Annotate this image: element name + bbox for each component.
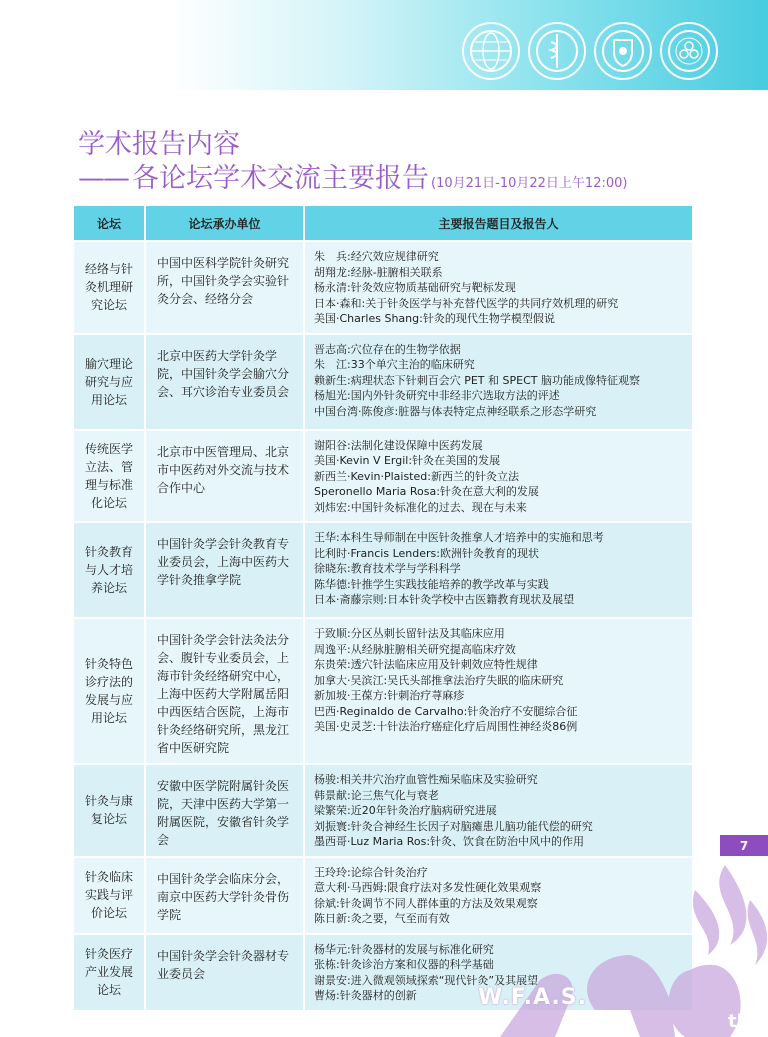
report-line: 晋志高:穴位存在的生物学依据 bbox=[314, 342, 461, 356]
who-staff-logo-icon bbox=[528, 22, 586, 80]
report-line: Speronello Maria Rosa:针灸在意大利的发展 bbox=[314, 485, 539, 498]
report-line: 墨西哥·Luz Maria Ros:针灸、饮食在防治中风中的作用 bbox=[314, 835, 585, 848]
forum-name-cell: 传统医学立法、管理与标准化论坛 bbox=[74, 429, 146, 522]
reports-cell bbox=[305, 617, 692, 763]
host-organization-cell: 中国针灸学会临床分会，南京中医药大学针灸骨伤学院 bbox=[146, 856, 305, 933]
report-line: 韩景献:论三焦气化与衰老 bbox=[314, 788, 439, 802]
report-line: 张栋:针灸诊治方案和仪器的科学基础 bbox=[314, 958, 494, 971]
forum-name-cell: 针灸教育与人才培养论坛 bbox=[74, 521, 146, 617]
title-date-range: (10月21日-10月22日上午12:00) bbox=[431, 176, 628, 191]
report-line: 赖新生:病理状态下针刺百会穴 PET 和 SPECT 脑功能成像特征观察 bbox=[314, 373, 640, 387]
forum-name-cell: 针灸特色诊疗法的发展与应用论坛 bbox=[74, 617, 146, 763]
forum-name-cell: 针灸临床实践与评价论坛 bbox=[74, 856, 146, 933]
report-line: 美国·Charles Shang:针灸的现代生物学模型假说 bbox=[314, 312, 555, 325]
report-line: 新加坡·王葆方:针刺治疗荨麻疹 bbox=[314, 689, 465, 702]
report-line: 陈日新:灸之要，气至而有效 bbox=[314, 912, 450, 925]
who-globe-logo-icon bbox=[462, 22, 520, 80]
report-line: 杨华元:针灸器材的发展与标准化研究 bbox=[314, 942, 494, 956]
report-line: 日本·斋藤宗则:日本针灸学校中古医籍教育现状及展望 bbox=[314, 593, 575, 606]
host-organization-cell: 北京市中医管理局、北京市中医药对外交流与技术合作中心 bbox=[146, 429, 305, 522]
table-row bbox=[74, 617, 692, 763]
forum-name-cell: 针灸医疗产业发展论坛 bbox=[74, 933, 146, 1010]
table-row bbox=[74, 333, 692, 429]
report-line: 美国·Kevin V Ergil:针灸在美国的发展 bbox=[314, 454, 501, 467]
reports-cell bbox=[305, 521, 692, 617]
table-row bbox=[74, 521, 692, 617]
header-host: 论坛承办单位 bbox=[146, 206, 305, 240]
page-number: 7 bbox=[720, 835, 768, 856]
report-line: 东贵荣:透穴针法临床应用及针刺效应特性规律 bbox=[314, 658, 538, 671]
report-line: 梁繁荣:近20年针灸治疗脑病研究进展 bbox=[314, 804, 497, 817]
report-line: 徐晓东:教育技术学与学科科学 bbox=[314, 562, 461, 575]
report-line: 朱 兵:经穴效应规律研究 bbox=[314, 250, 439, 263]
report-line: 徐斌:针灸调节不同人群体重的方法及效果观察 bbox=[314, 896, 538, 910]
title-dash: —— bbox=[78, 163, 128, 194]
report-line: 加拿大·吴滨江:吴氏头部推拿法治疗失眠的临床研究 bbox=[314, 673, 564, 687]
report-line: 刘炜宏:中国针灸标准化的过去、现在与未来 bbox=[314, 500, 527, 514]
host-organization-cell: 中国中医科学院针灸研究所，中国针灸学会实验针灸分会、经络分会 bbox=[146, 240, 305, 333]
logo-row bbox=[462, 22, 718, 80]
forum-name-cell: 腧穴理论研究与应用论坛 bbox=[74, 333, 146, 429]
forum-name-cell: 针灸与康复论坛 bbox=[74, 763, 146, 856]
title-line-2-text: 各论坛学术交流主要报告 bbox=[132, 163, 429, 194]
report-line: 刘振寰:针灸合神经生长因子对脑瘫患儿脑功能代偿的研究 bbox=[314, 819, 593, 833]
report-line: 美国·史灵芝:十针法治疗癌症化疗后周围性神经炎86例 bbox=[314, 720, 578, 733]
table-row bbox=[74, 763, 692, 856]
report-line: 王华:本科生导师制在中医针灸推拿人才培养中的实施和思考 bbox=[314, 531, 604, 544]
report-line: 杨旭光:国内外针灸研究中非经非穴选取方法的评述 bbox=[314, 389, 560, 402]
report-line: 意大利·马西姆:限食疗法对多发性硬化效果观察 bbox=[314, 881, 542, 894]
report-line: 王玲玲:论综合针灸治疗 bbox=[314, 865, 428, 879]
reports-cell bbox=[305, 429, 692, 522]
reports-cell bbox=[305, 333, 692, 429]
report-line: 于致顺:分区丛刺长留针法及其临床应用 bbox=[314, 627, 505, 640]
header-forum: 论坛 bbox=[74, 206, 146, 240]
report-line: 胡翔龙:经脉-脏腑相关联系 bbox=[314, 265, 443, 279]
report-line: 日本·森和:关于针灸医学与补充替代医学的共同疗效机理的研究 bbox=[314, 296, 619, 310]
flower-seal-icon bbox=[660, 22, 718, 80]
reports-cell bbox=[305, 240, 692, 333]
report-line: 谢景安:进入微观领域探索“现代针灸”及其展望 bbox=[314, 973, 539, 987]
header-reports: 主要报告题目及报告人 bbox=[305, 206, 692, 240]
title-line-2 bbox=[78, 162, 627, 201]
table-row bbox=[74, 240, 692, 333]
report-line: 曹炀:针灸器材的创新 bbox=[314, 989, 417, 1002]
shield-emblem-icon bbox=[594, 22, 652, 80]
report-line: 周逸平:从经脉脏腑相关研究提高临床疗效 bbox=[314, 642, 516, 656]
host-organization-cell: 中国针灸学会针灸教育专业委员会，上海中医药大学针灸推拿学院 bbox=[146, 521, 305, 617]
host-organization-cell: 中国针灸学会针灸器材专业委员会 bbox=[146, 933, 305, 1010]
anniversary-flame-graphic bbox=[500, 860, 768, 1037]
report-line: 巴西·Reginaldo de Carvalho:针灸治疗不安腿综合征 bbox=[314, 704, 578, 718]
report-line: 比利时·Francis Lenders:欧洲针灸教育的现状 bbox=[314, 546, 539, 560]
host-organization-cell: 安徽中医学院附属针灸医院，天津中医药大学第一附属医院，安徽省针灸学会 bbox=[146, 763, 305, 856]
report-line: 陈华德:针推学生实践技能培养的教学改革与实践 bbox=[314, 577, 549, 591]
host-organization-cell: 中国针灸学会针法灸法分会、腹针专业委员会，上海市针灸经络研究中心，上海中医药大学附属岳阳中西医结合医院，上海市针灸经络研究所，黑龙江省中医研究院 bbox=[146, 617, 305, 763]
report-line: 朱 江:33个单穴主治的临床研究 bbox=[314, 358, 475, 371]
report-line: 谢阳谷:法制化建设保障中医药发展 bbox=[314, 438, 483, 452]
table-header-row bbox=[74, 206, 692, 240]
report-line: 新西兰·Kevin·Plaisted:新西兰的针灸立法 bbox=[314, 469, 519, 483]
report-line: 中国台湾·陈俊彦:脏器与体表特定点神经联系之形态学研究 bbox=[314, 404, 597, 418]
page-title bbox=[78, 128, 627, 201]
forum-name-cell: 经络与针灸机理研究论坛 bbox=[74, 240, 146, 333]
reports-cell bbox=[305, 763, 692, 856]
table-row bbox=[74, 429, 692, 522]
wfas-logo-text: W.F.A.S. bbox=[478, 985, 587, 1010]
host-organization-cell: 北京中医药大学针灸学院，中国针灸学会腧穴分会、耳穴诊治专业委员会 bbox=[146, 333, 305, 429]
anniversary-suffix: th bbox=[728, 1011, 750, 1032]
title-line-1: 学术报告内容 bbox=[78, 129, 240, 160]
report-line: 杨骏:相关井穴治疗血管性痴呆临床及实验研究 bbox=[314, 773, 538, 786]
report-line: 杨永清:针灸效应物质基础研究与靶标发现 bbox=[314, 281, 516, 294]
